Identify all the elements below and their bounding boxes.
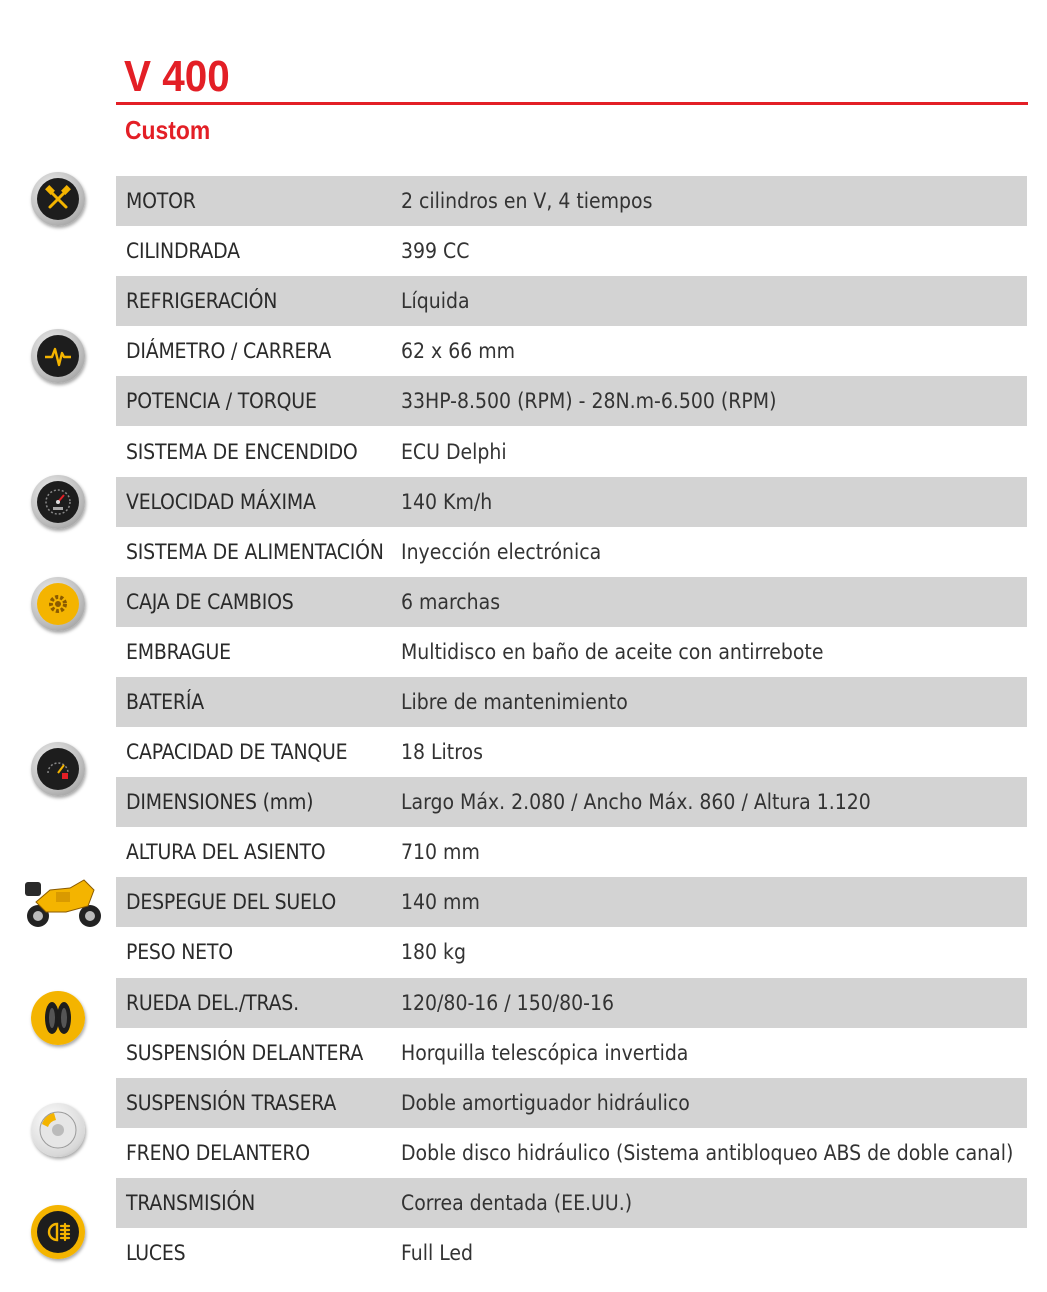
spec-label: BATERÍA <box>126 689 204 714</box>
spec-label: VELOCIDAD MÁXIMA <box>126 489 316 514</box>
spec-value: 140 Km/h <box>401 489 493 514</box>
spec-value: 18 Litros <box>401 740 483 765</box>
title-divider <box>116 102 1028 105</box>
spec-value: Inyección electrónica <box>401 539 602 564</box>
gear-icon <box>31 577 85 631</box>
spec-label: ALTURA DEL ASIENTO <box>126 840 326 865</box>
spec-value: 6 marchas <box>401 589 501 614</box>
spec-row-cilindrada <box>116 226 1027 276</box>
spec-row-dimensiones <box>116 777 1027 827</box>
fuel-gauge-icon <box>31 742 85 796</box>
spec-row-freno-delantero <box>116 1128 1027 1178</box>
spec-label: CAJA DE CAMBIOS <box>126 589 294 614</box>
spec-row-embrague <box>116 627 1027 677</box>
spec-row-velocidad-maxima <box>116 477 1027 527</box>
spec-label: CILINDRADA <box>126 239 240 264</box>
headlight-icon <box>31 1205 85 1259</box>
spec-label: RUEDA DEL./TRAS. <box>126 990 299 1015</box>
spec-row-suspension-delantera <box>116 1028 1027 1078</box>
spec-label: MOTOR <box>126 189 196 214</box>
spec-value: 2 cilindros en V, 4 tiempos <box>401 189 653 214</box>
spec-row-sistema-alimentacion <box>116 527 1027 577</box>
spec-label: POTENCIA / TORQUE <box>126 389 317 414</box>
spec-value: Libre de mantenimiento <box>401 689 628 714</box>
spec-label: SUSPENSIÓN TRASERA <box>126 1090 337 1115</box>
spec-label: SUSPENSIÓN DELANTERA <box>126 1040 364 1065</box>
spec-label: TRANSMISIÓN <box>126 1190 256 1215</box>
spec-row-capacidad-tanque <box>116 727 1027 777</box>
spec-value: 180 kg <box>401 940 466 965</box>
spec-label: PESO NETO <box>126 940 233 965</box>
spec-table <box>116 176 1027 1278</box>
page-title: V 400 <box>124 52 230 101</box>
tires-icon <box>31 991 85 1045</box>
spec-label: REFRIGERACIÓN <box>126 289 278 314</box>
spec-row-bateria <box>116 677 1027 727</box>
spec-value: 33HP-8.500 (RPM) - 28N.m-6.500 (RPM) <box>401 389 777 414</box>
spec-value: ECU Delphi <box>401 439 507 464</box>
brake-disc-icon <box>31 1103 85 1157</box>
spec-row-peso-neto <box>116 927 1027 977</box>
spec-row-potencia-torque <box>116 376 1027 426</box>
spec-row-caja-cambios <box>116 577 1027 627</box>
spec-value: Largo Máx. 2.080 / Ancho Máx. 860 / Altura 1.120 <box>401 790 871 815</box>
spec-row-motor <box>116 176 1027 226</box>
spec-row-sistema-encendido <box>116 426 1027 476</box>
spec-label: FRENO DELANTERO <box>126 1140 310 1165</box>
spec-row-diametro-carrera <box>116 326 1027 376</box>
speedometer-icon <box>31 475 85 529</box>
page-subtitle: Custom <box>125 115 211 145</box>
spec-value: Multidisco en baño de aceite con antirrebote <box>401 639 824 664</box>
spec-row-refrigeracion <box>116 276 1027 326</box>
spec-label: EMBRAGUE <box>126 639 231 664</box>
spec-label: DIÁMETRO / CARRERA <box>126 339 332 364</box>
spec-row-despegue-suelo <box>116 877 1027 927</box>
spec-label: SISTEMA DE ENCENDIDO <box>126 439 358 464</box>
spec-value: Full Led <box>401 1241 473 1266</box>
pulse-performance-icon <box>31 329 85 383</box>
spec-row-suspension-trasera <box>116 1078 1027 1128</box>
spec-label: SISTEMA DE ALIMENTACIÓN <box>126 539 384 564</box>
spec-value: 62 x 66 mm <box>401 339 516 364</box>
spec-label: LUCES <box>126 1241 186 1266</box>
motorcycle-icon <box>22 872 104 930</box>
engine-pistons-icon <box>31 172 85 226</box>
spec-row-luces <box>116 1228 1027 1278</box>
spec-row-rueda <box>116 978 1027 1028</box>
spec-label: CAPACIDAD DE TANQUE <box>126 740 348 765</box>
spec-value: 140 mm <box>401 890 480 915</box>
spec-label: DESPEGUE DEL SUELO <box>126 890 337 915</box>
spec-row-altura-asiento <box>116 827 1027 877</box>
spec-value: Horquilla telescópica invertida <box>401 1040 689 1065</box>
spec-value: Líquida <box>401 289 470 314</box>
spec-value: 399 CC <box>401 239 470 264</box>
spec-label: DIMENSIONES (mm) <box>126 790 314 815</box>
spec-row-transmision <box>116 1178 1027 1228</box>
spec-value: Correa dentada (EE.UU.) <box>401 1190 633 1215</box>
spec-value: 120/80-16 / 150/80-16 <box>401 990 614 1015</box>
spec-value: Doble amortiguador hidráulico <box>401 1090 690 1115</box>
spec-value: Doble disco hidráulico (Sistema antibloqueo ABS de doble canal) <box>401 1140 1014 1165</box>
spec-value: 710 mm <box>401 840 480 865</box>
